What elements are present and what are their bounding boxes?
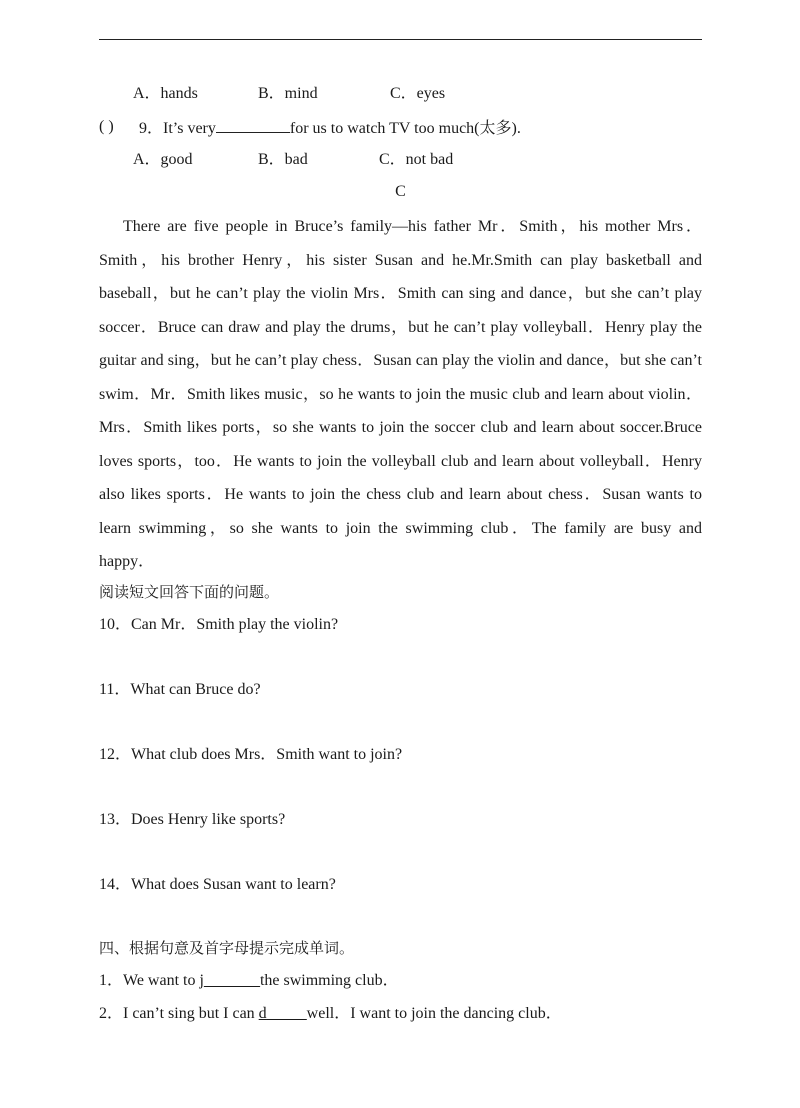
question-11: 11．What can Bruce do? xyxy=(99,681,261,698)
fill-2-after: well．I want to join the dancing club． xyxy=(306,1005,562,1022)
q9-option-c: C．not bad xyxy=(379,151,454,168)
fill-1-after: the swimming club． xyxy=(259,972,399,989)
q8-option-c: C．eyes xyxy=(390,85,446,102)
reading-instruction: 阅读短文回答下面的问题。 xyxy=(99,583,280,601)
fill-2-blank: _____ xyxy=(266,1005,307,1022)
question-10: 10．Can Mr．Smith play the violin? xyxy=(99,616,339,633)
fill-1-blank: _______ xyxy=(203,972,260,989)
question-14: 14．What does Susan want to learn? xyxy=(99,876,336,893)
fill-2-before: 2．I can’t sing but I can xyxy=(99,1005,259,1022)
header-rule xyxy=(99,39,702,40)
fill-2-hint xyxy=(259,1005,307,1022)
q9-option-a: A．good xyxy=(133,151,193,168)
q8-option-b: B．mind xyxy=(258,85,318,102)
q9-blank xyxy=(216,117,290,133)
question-13: 13．Does Henry like sports? xyxy=(99,811,286,828)
reading-passage: There are five people in Bruce’s family—his father Mr．Smith，his mother Mrs．Smith，his brother Henry，his sister Susan and he.Mr.Smith can play basketball and baseball，but he can’t play the violin Mrs．Smith can sing and dance，but she can’t play soccer．Bruce can draw and play the drums，but he can’t play volleyball．Henry play the guitar and sing，but he can’t play chess．Susan can play the violin and dance，but she can’t swim．Mr．Smith likes music，so he wants to join the music club and learn about violin．Mrs．Smith likes ports，so she wants to join the soccer club and learn about soccer.Bruce loves sports，too．He wants to join the volleyball club and learn about volleyball．Henry also likes sports．He wants to join the chess club and learn about chess．Susan wants to learn swimming，so she wants to join the swimming club．The family are busy and happy． xyxy=(99,218,702,570)
section-c-title: C xyxy=(395,183,406,200)
q9-text-after: for us to watch TV too much(太多). xyxy=(289,120,521,137)
q9-answer-paren: ( ) xyxy=(99,118,114,135)
question-12: 12．What club does Mrs．Smith want to join? xyxy=(99,746,403,763)
fill-item-1 xyxy=(99,971,702,991)
q8-option-a: A．hands xyxy=(133,85,198,102)
fill-1-before: 1．We want to xyxy=(99,972,200,989)
fill-1-letter: j xyxy=(199,972,204,989)
fill-2-letter: d xyxy=(258,1005,267,1022)
fill-item-2 xyxy=(99,1004,702,1024)
section-4-title: 四、根据句意及首字母提示完成单词。 xyxy=(99,939,355,957)
fill-1-hint xyxy=(199,972,259,989)
q9-text-before: 9．It’s very xyxy=(139,120,216,137)
q9-option-b: B．bad xyxy=(258,151,308,168)
